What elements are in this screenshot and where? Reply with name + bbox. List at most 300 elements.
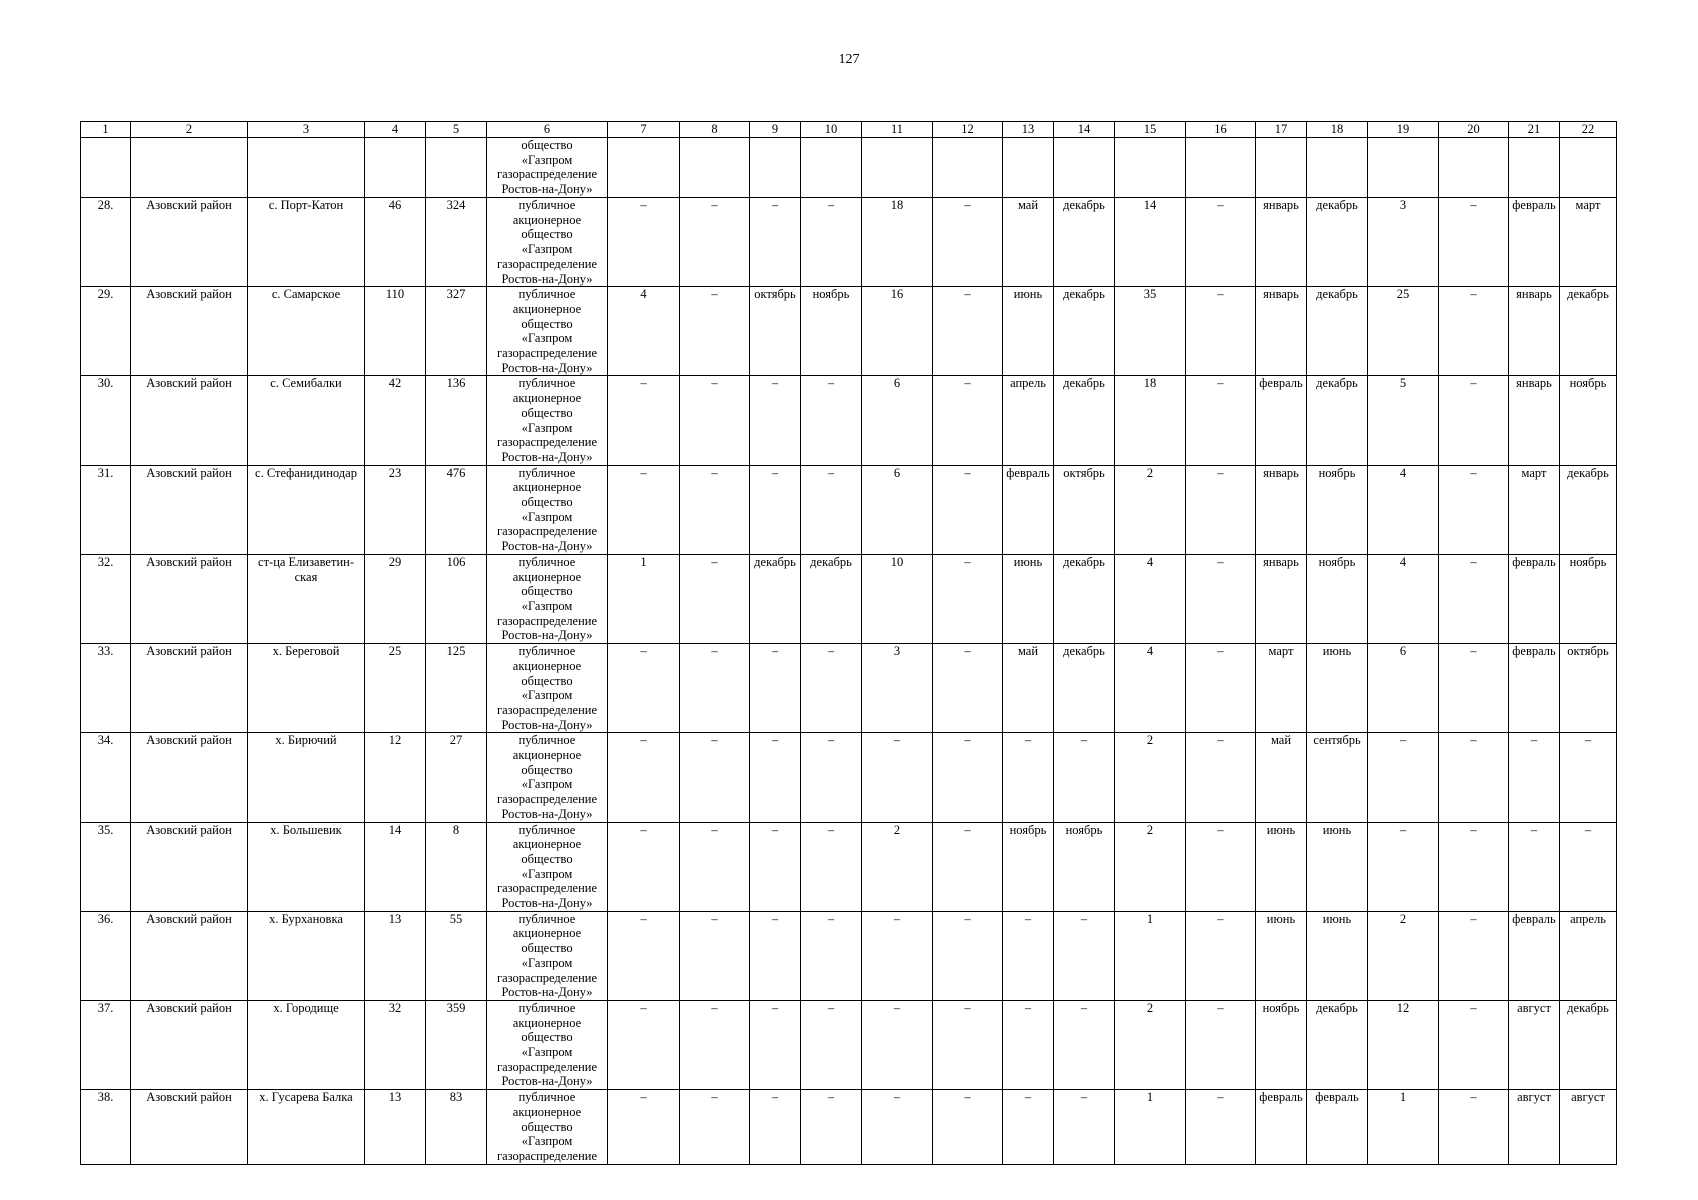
value-cell-18: ноябрь <box>1307 465 1368 554</box>
value-cell-19: 5 <box>1368 376 1439 465</box>
value-cell-8: – <box>680 733 750 822</box>
value-cell-20: – <box>1439 733 1509 822</box>
value-cell-15: 35 <box>1115 287 1186 376</box>
value-cell-18: февраль <box>1307 1090 1368 1165</box>
value-cell-5: 136 <box>426 376 487 465</box>
value-cell-16: – <box>1186 465 1256 554</box>
value-cell-8: – <box>680 376 750 465</box>
value-cell-12: – <box>933 644 1003 733</box>
value-cell-8: – <box>680 822 750 911</box>
value-cell-22: апрель <box>1560 911 1617 1000</box>
empty-cell <box>1368 138 1439 198</box>
empty-cell <box>862 138 933 198</box>
settlement-cell: х. Большевик <box>248 822 365 911</box>
value-cell-19: 4 <box>1368 465 1439 554</box>
value-cell-7: – <box>608 911 680 1000</box>
organization-cell: общество «Газпром газораспределение Ростов-на-Дону» <box>487 138 608 198</box>
value-cell-12: – <box>933 287 1003 376</box>
value-cell-14: декабрь <box>1054 554 1115 643</box>
row-number-cell: 32. <box>81 554 131 643</box>
value-cell-15: 1 <box>1115 911 1186 1000</box>
value-cell-17: июнь <box>1256 911 1307 1000</box>
district-cell: Азовский район <box>131 644 248 733</box>
value-cell-11: 3 <box>862 644 933 733</box>
column-number-cell: 18 <box>1307 122 1368 138</box>
value-cell-8: – <box>680 1090 750 1165</box>
column-number-cell: 14 <box>1054 122 1115 138</box>
value-cell-18: декабрь <box>1307 376 1368 465</box>
row-number-cell: 30. <box>81 376 131 465</box>
empty-cell <box>1307 138 1368 198</box>
value-cell-8: – <box>680 198 750 287</box>
value-cell-19: 3 <box>1368 198 1439 287</box>
value-cell-13: февраль <box>1003 465 1054 554</box>
organization-cell: публичное акционерное общество «Газпром газораспределение Ростов-на-Дону» <box>487 376 608 465</box>
settlement-cell: х. Гусарева Балка <box>248 1090 365 1165</box>
organization-cell: публичное акционерное общество «Газпром газораспределение <box>487 1090 608 1165</box>
column-number-cell: 5 <box>426 122 487 138</box>
value-cell-14: декабрь <box>1054 198 1115 287</box>
row-number-cell: 31. <box>81 465 131 554</box>
value-cell-8: – <box>680 287 750 376</box>
value-cell-15: 4 <box>1115 644 1186 733</box>
empty-cell <box>608 138 680 198</box>
value-cell-22: ноябрь <box>1560 554 1617 643</box>
continuation-row <box>81 138 1617 198</box>
value-cell-22: август <box>1560 1090 1617 1165</box>
value-cell-12: – <box>933 198 1003 287</box>
value-cell-9: декабрь <box>750 554 801 643</box>
value-cell-10: – <box>801 465 862 554</box>
value-cell-19: 2 <box>1368 911 1439 1000</box>
district-cell: Азовский район <box>131 1090 248 1165</box>
column-number-cell: 20 <box>1439 122 1509 138</box>
value-cell-14: декабрь <box>1054 376 1115 465</box>
district-cell: Азовский район <box>131 911 248 1000</box>
value-cell-22: – <box>1560 733 1617 822</box>
value-cell-10: – <box>801 198 862 287</box>
value-cell-21: февраль <box>1509 644 1560 733</box>
empty-cell <box>1439 138 1509 198</box>
value-cell-18: декабрь <box>1307 287 1368 376</box>
value-cell-13: май <box>1003 198 1054 287</box>
value-cell-18: июнь <box>1307 911 1368 1000</box>
value-cell-5: 8 <box>426 822 487 911</box>
row-number-cell: 35. <box>81 822 131 911</box>
empty-cell <box>131 138 248 198</box>
value-cell-19: 6 <box>1368 644 1439 733</box>
value-cell-13: – <box>1003 733 1054 822</box>
value-cell-13: июнь <box>1003 287 1054 376</box>
value-cell-13: май <box>1003 644 1054 733</box>
row-number-cell: 34. <box>81 733 131 822</box>
value-cell-14: – <box>1054 1000 1115 1089</box>
value-cell-20: – <box>1439 198 1509 287</box>
value-cell-17: март <box>1256 644 1307 733</box>
organization-cell: публичное акционерное общество «Газпром газораспределение Ростов-на-Дону» <box>487 822 608 911</box>
value-cell-4: 13 <box>365 1090 426 1165</box>
value-cell-5: 359 <box>426 1000 487 1089</box>
empty-cell <box>365 138 426 198</box>
value-cell-12: – <box>933 1000 1003 1089</box>
table-row <box>81 376 1617 465</box>
district-cell: Азовский район <box>131 822 248 911</box>
value-cell-22: октябрь <box>1560 644 1617 733</box>
value-cell-16: – <box>1186 198 1256 287</box>
table-row <box>81 198 1617 287</box>
table-row <box>81 822 1617 911</box>
value-cell-14: – <box>1054 1090 1115 1165</box>
value-cell-14: декабрь <box>1054 287 1115 376</box>
value-cell-9: – <box>750 465 801 554</box>
value-cell-5: 106 <box>426 554 487 643</box>
table-row <box>81 911 1617 1000</box>
value-cell-8: – <box>680 1000 750 1089</box>
column-number-cell: 16 <box>1186 122 1256 138</box>
value-cell-22: декабрь <box>1560 287 1617 376</box>
value-cell-7: – <box>608 733 680 822</box>
value-cell-13: – <box>1003 911 1054 1000</box>
settlement-cell: х. Бурхановка <box>248 911 365 1000</box>
value-cell-9: – <box>750 733 801 822</box>
value-cell-18: ноябрь <box>1307 554 1368 643</box>
column-number-cell: 11 <box>862 122 933 138</box>
empty-cell <box>248 138 365 198</box>
value-cell-5: 327 <box>426 287 487 376</box>
value-cell-7: – <box>608 822 680 911</box>
empty-cell <box>1186 138 1256 198</box>
value-cell-5: 27 <box>426 733 487 822</box>
value-cell-5: 125 <box>426 644 487 733</box>
value-cell-7: – <box>608 1090 680 1165</box>
value-cell-7: – <box>608 376 680 465</box>
organization-cell: публичное акционерное общество «Газпром газораспределение Ростов-на-Дону» <box>487 554 608 643</box>
value-cell-11: – <box>862 911 933 1000</box>
value-cell-16: – <box>1186 1000 1256 1089</box>
table-row <box>81 554 1617 643</box>
table-row <box>81 465 1617 554</box>
column-number-cell: 15 <box>1115 122 1186 138</box>
value-cell-13: ноябрь <box>1003 822 1054 911</box>
value-cell-4: 29 <box>365 554 426 643</box>
value-cell-21: – <box>1509 733 1560 822</box>
empty-cell <box>1256 138 1307 198</box>
value-cell-5: 324 <box>426 198 487 287</box>
column-number-cell: 12 <box>933 122 1003 138</box>
district-cell: Азовский район <box>131 1000 248 1089</box>
value-cell-10: ноябрь <box>801 287 862 376</box>
value-cell-9: – <box>750 1090 801 1165</box>
value-cell-19: 1 <box>1368 1090 1439 1165</box>
value-cell-17: январь <box>1256 465 1307 554</box>
value-cell-12: – <box>933 822 1003 911</box>
value-cell-19: 4 <box>1368 554 1439 643</box>
table-row <box>81 644 1617 733</box>
value-cell-11: – <box>862 733 933 822</box>
value-cell-8: – <box>680 911 750 1000</box>
column-number-cell: 1 <box>81 122 131 138</box>
value-cell-4: 13 <box>365 911 426 1000</box>
value-cell-10: – <box>801 376 862 465</box>
value-cell-10: – <box>801 822 862 911</box>
organization-cell: публичное акционерное общество «Газпром газораспределение Ростов-на-Дону» <box>487 644 608 733</box>
value-cell-7: – <box>608 644 680 733</box>
table-row <box>81 733 1617 822</box>
value-cell-16: – <box>1186 733 1256 822</box>
value-cell-9: – <box>750 198 801 287</box>
value-cell-19: – <box>1368 733 1439 822</box>
column-number-cell: 22 <box>1560 122 1617 138</box>
value-cell-22: март <box>1560 198 1617 287</box>
value-cell-20: – <box>1439 465 1509 554</box>
row-number-cell: 37. <box>81 1000 131 1089</box>
empty-cell <box>1560 138 1617 198</box>
value-cell-16: – <box>1186 376 1256 465</box>
value-cell-12: – <box>933 733 1003 822</box>
empty-cell <box>1054 138 1115 198</box>
value-cell-11: 6 <box>862 465 933 554</box>
value-cell-11: – <box>862 1090 933 1165</box>
settlement-cell: х. Городище <box>248 1000 365 1089</box>
empty-cell <box>680 138 750 198</box>
value-cell-22: декабрь <box>1560 1000 1617 1089</box>
value-cell-16: – <box>1186 822 1256 911</box>
value-cell-5: 476 <box>426 465 487 554</box>
value-cell-11: 18 <box>862 198 933 287</box>
value-cell-10: – <box>801 644 862 733</box>
value-cell-21: январь <box>1509 376 1560 465</box>
value-cell-13: – <box>1003 1000 1054 1089</box>
value-cell-17: июнь <box>1256 822 1307 911</box>
empty-cell <box>1509 138 1560 198</box>
value-cell-15: 4 <box>1115 554 1186 643</box>
value-cell-21: февраль <box>1509 198 1560 287</box>
value-cell-12: – <box>933 554 1003 643</box>
column-number-cell: 19 <box>1368 122 1439 138</box>
value-cell-17: февраль <box>1256 376 1307 465</box>
value-cell-7: – <box>608 465 680 554</box>
column-number-cell: 8 <box>680 122 750 138</box>
empty-cell <box>1115 138 1186 198</box>
column-number-cell: 17 <box>1256 122 1307 138</box>
value-cell-4: 42 <box>365 376 426 465</box>
district-cell: Азовский район <box>131 198 248 287</box>
column-number-cell: 10 <box>801 122 862 138</box>
settlement-cell: х. Бирючий <box>248 733 365 822</box>
district-cell: Азовский район <box>131 376 248 465</box>
column-number-cell: 2 <box>131 122 248 138</box>
value-cell-19: 12 <box>1368 1000 1439 1089</box>
value-cell-10: декабрь <box>801 554 862 643</box>
value-cell-17: январь <box>1256 554 1307 643</box>
value-cell-17: январь <box>1256 287 1307 376</box>
organization-cell: публичное акционерное общество «Газпром газораспределение Ростов-на-Дону» <box>487 198 608 287</box>
value-cell-21: март <box>1509 465 1560 554</box>
value-cell-22: ноябрь <box>1560 376 1617 465</box>
value-cell-21: январь <box>1509 287 1560 376</box>
value-cell-18: декабрь <box>1307 1000 1368 1089</box>
page-number: 127 <box>838 52 860 67</box>
value-cell-16: – <box>1186 554 1256 643</box>
organization-cell: публичное акционерное общество «Газпром газораспределение Ростов-на-Дону» <box>487 287 608 376</box>
value-cell-9: октябрь <box>750 287 801 376</box>
table-row <box>81 287 1617 376</box>
row-number-cell: 36. <box>81 911 131 1000</box>
value-cell-18: сентябрь <box>1307 733 1368 822</box>
value-cell-21: август <box>1509 1090 1560 1165</box>
value-cell-7: – <box>608 198 680 287</box>
value-cell-12: – <box>933 911 1003 1000</box>
row-number-cell: 38. <box>81 1090 131 1165</box>
value-cell-8: – <box>680 554 750 643</box>
value-cell-19: – <box>1368 822 1439 911</box>
value-cell-9: – <box>750 644 801 733</box>
value-cell-4: 32 <box>365 1000 426 1089</box>
value-cell-11: – <box>862 1000 933 1089</box>
value-cell-16: – <box>1186 287 1256 376</box>
value-cell-11: 16 <box>862 287 933 376</box>
value-cell-18: июнь <box>1307 644 1368 733</box>
value-cell-4: 23 <box>365 465 426 554</box>
settlement-cell: с. Семибалки <box>248 376 365 465</box>
organization-cell: публичное акционерное общество «Газпром газораспределение Ростов-на-Дону» <box>487 733 608 822</box>
value-cell-15: 14 <box>1115 198 1186 287</box>
value-cell-13: июнь <box>1003 554 1054 643</box>
empty-cell <box>750 138 801 198</box>
value-cell-10: – <box>801 1090 862 1165</box>
organization-cell: публичное акционерное общество «Газпром газораспределение Ростов-на-Дону» <box>487 465 608 554</box>
value-cell-9: – <box>750 1000 801 1089</box>
value-cell-7: 1 <box>608 554 680 643</box>
value-cell-15: 2 <box>1115 465 1186 554</box>
value-cell-22: – <box>1560 822 1617 911</box>
value-cell-18: декабрь <box>1307 198 1368 287</box>
value-cell-11: 6 <box>862 376 933 465</box>
table-row <box>81 1000 1617 1089</box>
value-cell-18: июнь <box>1307 822 1368 911</box>
district-cell: Азовский район <box>131 554 248 643</box>
value-cell-7: 4 <box>608 287 680 376</box>
organization-cell: публичное акционерное общество «Газпром газораспределение Ростов-на-Дону» <box>487 911 608 1000</box>
value-cell-15: 2 <box>1115 822 1186 911</box>
empty-cell <box>801 138 862 198</box>
settlement-cell: х. Береговой <box>248 644 365 733</box>
value-cell-17: февраль <box>1256 1090 1307 1165</box>
value-cell-4: 14 <box>365 822 426 911</box>
settlement-cell: с. Порт-Катон <box>248 198 365 287</box>
value-cell-14: октябрь <box>1054 465 1115 554</box>
value-cell-17: январь <box>1256 198 1307 287</box>
empty-cell <box>426 138 487 198</box>
value-cell-8: – <box>680 644 750 733</box>
settlement-cell: с. Стефанидинодар <box>248 465 365 554</box>
empty-cell <box>81 138 131 198</box>
empty-cell <box>933 138 1003 198</box>
value-cell-15: 18 <box>1115 376 1186 465</box>
value-cell-20: – <box>1439 911 1509 1000</box>
data-table <box>80 121 1617 1165</box>
value-cell-10: – <box>801 1000 862 1089</box>
value-cell-19: 25 <box>1368 287 1439 376</box>
value-cell-8: – <box>680 465 750 554</box>
value-cell-4: 12 <box>365 733 426 822</box>
value-cell-4: 110 <box>365 287 426 376</box>
value-cell-20: – <box>1439 1090 1509 1165</box>
district-cell: Азовский район <box>131 733 248 822</box>
district-cell: Азовский район <box>131 465 248 554</box>
value-cell-9: – <box>750 911 801 1000</box>
value-cell-14: – <box>1054 733 1115 822</box>
value-cell-17: май <box>1256 733 1307 822</box>
row-number-cell: 29. <box>81 287 131 376</box>
value-cell-14: – <box>1054 911 1115 1000</box>
value-cell-10: – <box>801 911 862 1000</box>
value-cell-5: 83 <box>426 1090 487 1165</box>
value-cell-10: – <box>801 733 862 822</box>
value-cell-16: – <box>1186 644 1256 733</box>
district-cell: Азовский район <box>131 287 248 376</box>
value-cell-12: – <box>933 1090 1003 1165</box>
value-cell-12: – <box>933 376 1003 465</box>
value-cell-15: 2 <box>1115 733 1186 822</box>
value-cell-21: февраль <box>1509 911 1560 1000</box>
column-number-cell: 3 <box>248 122 365 138</box>
value-cell-21: февраль <box>1509 554 1560 643</box>
value-cell-20: – <box>1439 1000 1509 1089</box>
settlement-cell: с. Самарское <box>248 287 365 376</box>
value-cell-14: ноябрь <box>1054 822 1115 911</box>
column-number-cell: 6 <box>487 122 608 138</box>
value-cell-9: – <box>750 376 801 465</box>
column-number-cell: 9 <box>750 122 801 138</box>
column-number-cell: 7 <box>608 122 680 138</box>
value-cell-14: декабрь <box>1054 644 1115 733</box>
column-number-cell: 4 <box>365 122 426 138</box>
table-body <box>81 122 1617 1165</box>
value-cell-7: – <box>608 1000 680 1089</box>
value-cell-21: август <box>1509 1000 1560 1089</box>
column-number-cell: 21 <box>1509 122 1560 138</box>
value-cell-15: 1 <box>1115 1090 1186 1165</box>
value-cell-11: 2 <box>862 822 933 911</box>
value-cell-21: – <box>1509 822 1560 911</box>
value-cell-13: – <box>1003 1090 1054 1165</box>
value-cell-4: 46 <box>365 198 426 287</box>
value-cell-16: – <box>1186 911 1256 1000</box>
value-cell-5: 55 <box>426 911 487 1000</box>
organization-cell: публичное акционерное общество «Газпром газораспределение Ростов-на-Дону» <box>487 1000 608 1089</box>
column-number-cell: 13 <box>1003 122 1054 138</box>
row-number-cell: 33. <box>81 644 131 733</box>
value-cell-20: – <box>1439 644 1509 733</box>
value-cell-13: апрель <box>1003 376 1054 465</box>
value-cell-20: – <box>1439 287 1509 376</box>
row-number-cell: 28. <box>81 198 131 287</box>
settlement-cell: ст-ца Елизаветин- ская <box>248 554 365 643</box>
empty-cell <box>1003 138 1054 198</box>
value-cell-11: 10 <box>862 554 933 643</box>
table-row <box>81 1090 1617 1165</box>
value-cell-20: – <box>1439 376 1509 465</box>
value-cell-22: декабрь <box>1560 465 1617 554</box>
value-cell-20: – <box>1439 554 1509 643</box>
value-cell-12: – <box>933 465 1003 554</box>
value-cell-4: 25 <box>365 644 426 733</box>
value-cell-9: – <box>750 822 801 911</box>
value-cell-20: – <box>1439 822 1509 911</box>
value-cell-15: 2 <box>1115 1000 1186 1089</box>
column-number-row <box>81 122 1617 138</box>
